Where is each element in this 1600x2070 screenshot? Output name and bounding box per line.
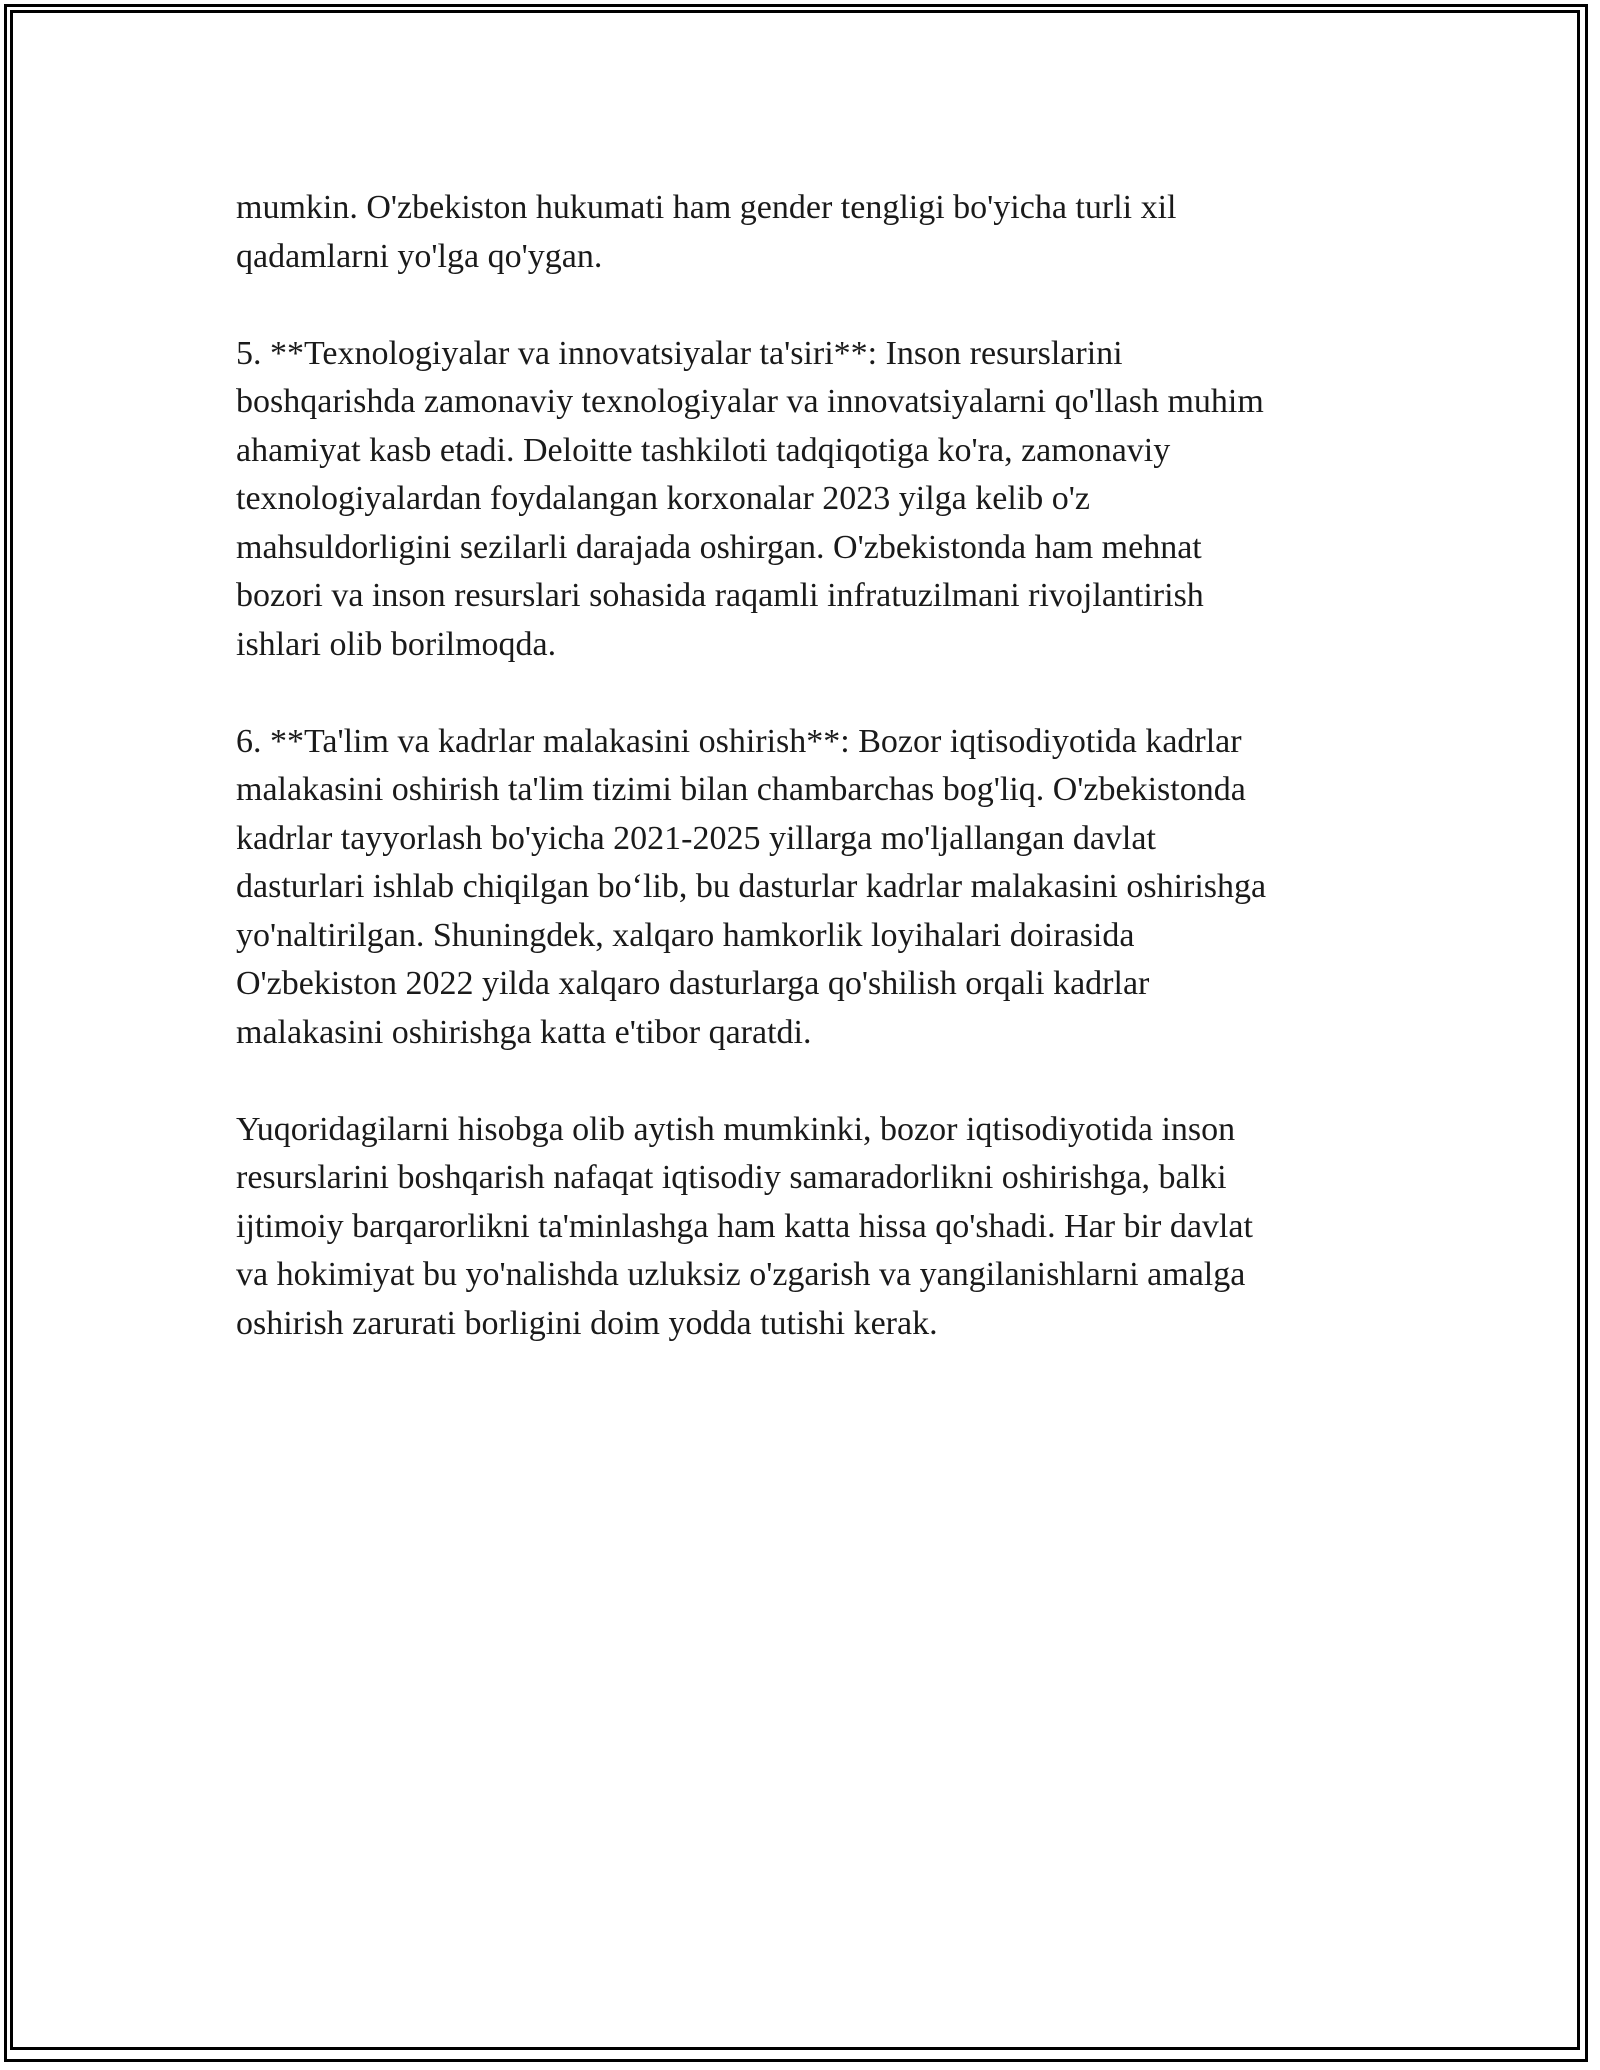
paragraph-education-training: 6. **Ta'lim va kadrlar malakasini oshirish**: Bozor iqtisodiyotida kadrlar malakasini oshirish ta'lim tizimi bilan chambarchas bog'liq. O'zbekistonda kadrlar tayyorlash bo'yicha 2021-2025 yillarga mo'ljallangan davlat dasturlari ishlab chiqilgan bo‘lib, bu dasturlar kadrlar malakasini oshirishga yo'naltirilgan. Shuningdek, xalqaro hamkorlik loyihalari doirasida O'zbekiston 2022 yilda xalqaro dasturlarga qo'shilish orqali kadrlar malakasini oshirishga katta e'tibor qaratdi.	[236, 722, 1267, 1051]
paragraph-conclusion: Yuqoridagilarni hisobga olib aytish mumkinki, bozor iqtisodiyotida inson resurslarini boshqarish nafaqat iqtisodiy samaradorlikni oshirishga, balki ijtimoiy barqarorlikni ta'minlashga ham katta hissa qo'shadi. Har bir davlat va hokimiyat bu yo'nalishda uzluksiz o'zgarish va yangilanishlarni amalga oshirish zarurati borligini doim yodda tutishi kerak.	[236, 1110, 1253, 1342]
paragraph-technology-innovation: 5. **Texnologiyalar va innovatsiyalar ta'siri**: Inson resurslarini boshqarishda zamonaviy texnologiyalar va innovatsiyalarni qo'llash muhim ahamiyat kasb etadi. Deloitte tashkiloti tadqiqotiga ko'ra, zamonaviy texnologiyalardan foydalangan korxonalar 2023 yilga kelib o'z mahsuldorligini sezilarli darajada oshirgan. O'zbekistonda ham mehnat bozori va inson resurslari sohasida raqamli infratuzilmani rivojlantirish ishlari olib borilmoqda.	[236, 334, 1264, 663]
document-body	[236, 184, 1366, 1348]
paragraph-gender-equality: mumkin. O'zbekiston hukumati ham gender tengligi bo'yicha turli xil qadamlarni yo'lga qo'ygan.	[236, 189, 1177, 275]
